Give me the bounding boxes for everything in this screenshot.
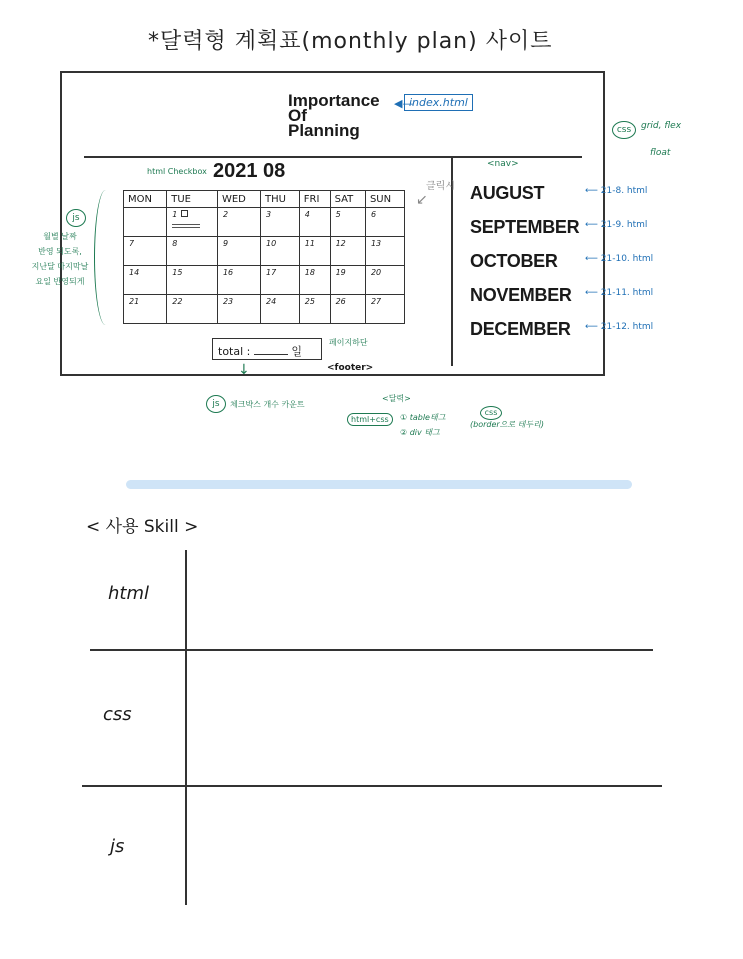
day-cell[interactable]: 24 [261,295,300,324]
footer-position-note: 페이지하단 [329,338,368,347]
day-number: 1 [172,210,178,219]
header-divider [84,156,582,158]
day-cell[interactable]: 6 [365,208,404,237]
nav-item-august[interactable]: AUGUST [470,183,545,203]
css-layout-grid-flex: grid, flex [641,121,682,131]
day-cell[interactable]: 15 [167,266,218,295]
js-tag-badge: js [66,209,86,227]
day-cell[interactable]: 23 [217,295,260,324]
day-cell[interactable]: 19 [330,266,365,295]
skills-row-divider [82,785,662,787]
day-cell[interactable] [167,208,218,237]
nav-file-label: ⟵ 21-10. html [585,254,654,264]
day-header: SUN [365,191,404,208]
arrow-left-icon: ⟵ [585,254,601,264]
nav-file-list [585,186,653,356]
left-js-note-line: 월별 날짜 [43,232,77,241]
arrow-left-icon: ⟵ [585,322,601,332]
left-js-note-line: 요일 반영되게 [35,277,85,286]
nav-file-label: ⟵ 21-11. html [585,288,654,298]
day-cell[interactable]: 2 [217,208,260,237]
calendar-header-row [124,191,405,208]
bottom-js-note: 체크박스 개수 카운트 [230,400,305,409]
day-cell[interactable]: 16 [217,266,260,295]
day-cell[interactable]: 20 [365,266,404,295]
nav-file-label: ⟵ 21-12. html [585,322,654,332]
site-heading [288,93,380,138]
nav-item-september[interactable]: SEPTEMBER [470,217,580,237]
total-unit: 일 [291,345,302,358]
left-js-note [28,229,92,289]
calendar-tag-label: <달력> [382,394,411,403]
day-cell[interactable]: 10 [261,237,300,266]
skills-heading: < 사용 Skill > [86,517,199,537]
nav-tag-label: <nav> [487,159,519,169]
total-label: total : [218,345,251,358]
checkbox-note: html Checkbox [147,167,207,176]
left-bracket-curve [94,190,117,325]
index-file-label: index.html [404,94,473,111]
calendar-table [123,190,405,324]
css-tag-badge: css [612,121,636,139]
day-cell[interactable]: 5 [330,208,365,237]
day-cell[interactable]: 21 [124,295,167,324]
year-month-label: 2021 08 [213,160,286,182]
arrow-left-icon: ⟵ [585,288,601,298]
click-note: 클릭시 [426,181,455,192]
day-cell[interactable]: 18 [299,266,330,295]
day-cell[interactable]: 4 [299,208,330,237]
day-cell[interactable]: 26 [330,295,365,324]
skill-label-html: html [108,583,150,604]
impl-options [400,410,445,440]
js-tag-badge: js [206,395,226,413]
day-cell[interactable]: 9 [217,237,260,266]
day-cell[interactable]: 3 [261,208,300,237]
calendar-week-row [124,295,405,324]
css-tag-badge: css [480,406,502,420]
arrow-down-icon: ↓ [238,362,250,378]
calendar-week-row [124,237,405,266]
section-divider-pill [126,480,632,489]
day-cell[interactable]: 7 [124,237,167,266]
nav-item-december[interactable]: DECEMBER [470,319,571,339]
left-js-note-line: 반영 되도록, [38,247,82,256]
css-border-note: (border으로 테두리) [470,420,544,429]
day-cell[interactable]: 17 [261,266,300,295]
calendar-impl-label: html+css [347,413,393,426]
impl-option: ① table태그 [400,413,446,422]
day-header: MON [124,191,167,208]
day-cell[interactable]: 22 [167,295,218,324]
day-cell[interactable]: 27 [365,295,404,324]
total-value-blank [254,354,288,355]
skill-label-js: js [110,836,125,857]
day-header: THU [261,191,300,208]
calendar-week-row [124,208,405,237]
day-cell[interactable]: 12 [330,237,365,266]
day-header: WED [217,191,260,208]
heading-line-1: Importance [288,91,380,110]
page-title: *달력형 계획표(monthly plan) 사이트 [148,29,553,54]
nav-list [470,183,579,353]
skills-vertical-line [185,550,187,905]
nav-item-october[interactable]: OCTOBER [470,251,558,271]
arrow-left-icon: ⟵ [585,186,601,196]
day-header: FRI [299,191,330,208]
day-header: TUE [167,191,218,208]
nav-file-label: ⟵ 21-9. html [585,220,648,230]
heading-line-2: Of [288,106,307,125]
left-js-note-line: 지난달 마지막날 [31,262,89,271]
nav-item-november[interactable]: NOVEMBER [470,285,572,305]
footer-tag-label: <footer> [327,363,374,373]
day-cell[interactable]: 11 [299,237,330,266]
heading-line-3: Planning [288,121,360,140]
curved-arrow-icon: ↙ [416,192,428,208]
day-cell[interactable]: 25 [299,295,330,324]
day-cell[interactable]: 8 [167,237,218,266]
checkbox-icon[interactable] [181,210,188,217]
nav-file-label: ⟵ 21-8. html [585,186,648,196]
css-layout-float: float [650,148,671,158]
footer-total-box [212,338,322,360]
impl-option: ② div 태그 [400,428,440,437]
index-arrow-icon: ◀— [394,97,414,110]
arrow-left-icon: ⟵ [585,220,601,230]
skills-row-divider [90,649,653,651]
day-cell [124,208,167,237]
day-cell[interactable]: 14 [124,266,167,295]
calendar-week-row [124,266,405,295]
skill-label-css: css [103,704,132,725]
day-header: SAT [330,191,365,208]
day-cell[interactable]: 13 [365,237,404,266]
